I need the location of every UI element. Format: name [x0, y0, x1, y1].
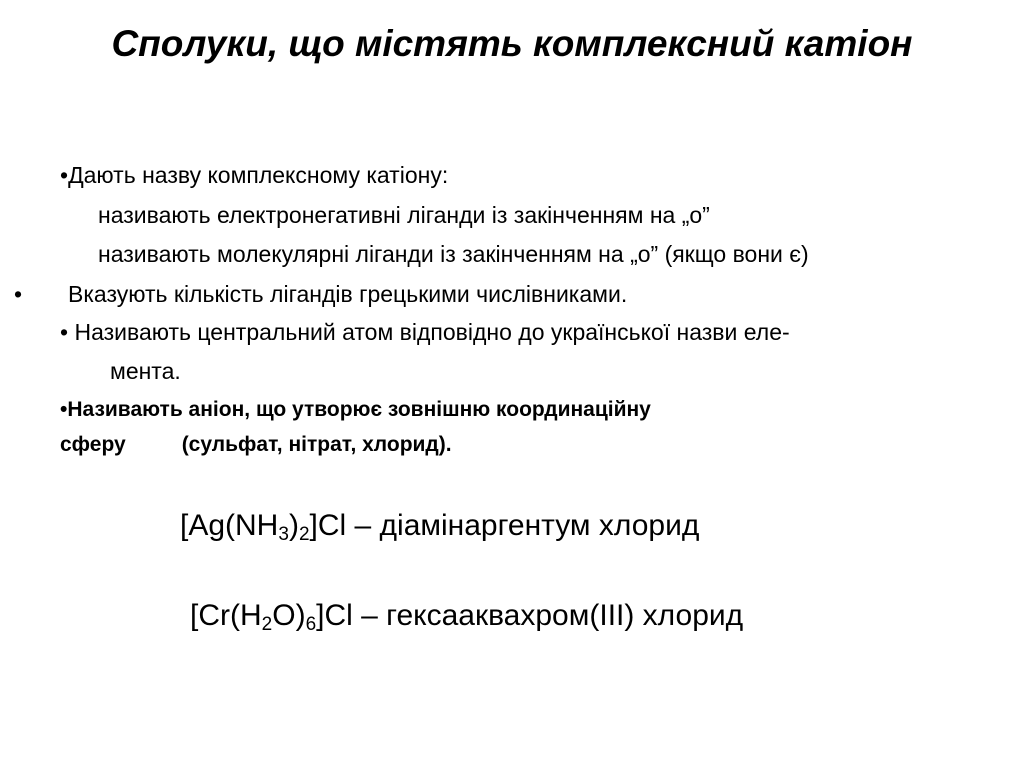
sub-line-4 [60, 430, 452, 460]
formula-1-part: ) [288, 509, 299, 542]
formula-1-name: ]Cl – діамінаргентум хлорид [309, 509, 700, 542]
bullet-icon: • [14, 281, 23, 307]
bullet-icon: • [60, 398, 68, 421]
line-5-text: Називають центральний атом відповідно до української назви еле- [68, 319, 790, 345]
formula-chromium [190, 596, 743, 636]
line-6-text: мента. [110, 358, 181, 384]
line-8-text: сферу [60, 433, 126, 456]
bullet-line-2 [14, 279, 627, 309]
bullet-icon: • [60, 319, 69, 345]
line-1-text: Дають назву комплексному катіону: [68, 162, 449, 188]
line-4-text: Вказують кількість лігандів грецькими числівниками. [68, 281, 628, 307]
formula-2-part: [Cr(H [190, 599, 262, 632]
formula-2-subscript: 2 [261, 614, 273, 635]
sub-line-3 [110, 356, 181, 386]
formula-2-part: O) [272, 599, 306, 632]
line-8-extra: (сульфат, нітрат, хлорид). [181, 433, 452, 456]
formula-1-part: [Ag(NH [180, 509, 279, 542]
slide-title: Сполуки, що містять комплексний катіон [111, 23, 913, 64]
formula-silver [180, 506, 699, 546]
formula-2-name: ]Cl – гексааквахром(III) хлорид [316, 599, 744, 632]
bullet-line-3 [60, 317, 790, 347]
line-2-text: називають електронегативні ліганди із закінченням на „о” [98, 202, 710, 228]
bullet-line-1 [60, 160, 448, 190]
bullet-icon: • [60, 162, 69, 188]
line-7-text: Називають аніон, що утворює зовнішню координаційну [67, 398, 651, 421]
sub-line-1 [98, 200, 710, 230]
formula-2-subscript: 6 [305, 614, 317, 635]
line-3-text: називають молекулярні ліганди із закінченням на „о” (якщо вони є) [98, 241, 809, 267]
sub-line-2 [98, 239, 809, 269]
formula-1-subscript: 3 [278, 524, 289, 545]
bullet-line-4 [60, 395, 651, 425]
formula-1-subscript: 2 [298, 524, 310, 545]
